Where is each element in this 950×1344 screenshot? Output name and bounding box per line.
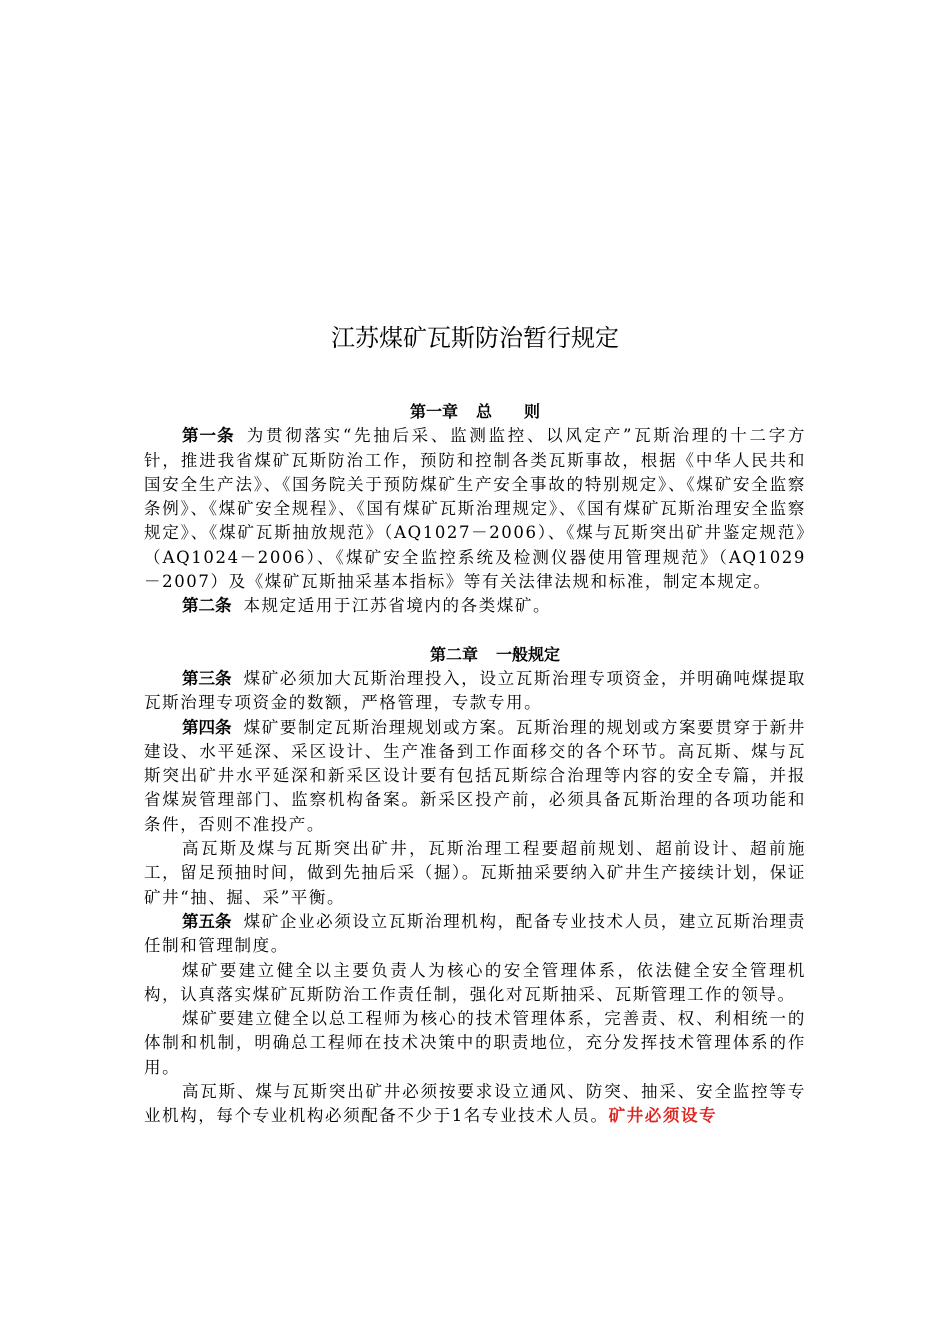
document-body [144, 400, 806, 1129]
article-label: 第四条 [181, 717, 232, 737]
article-5-paragraph-2: 煤矿要建立健全以主要负责人为核心的安全管理体系，依法健全安全管理机构，认真落实煤矿瓦斯防治工作责任制，强化对瓦斯抽采、瓦斯管理工作的领导。 [144, 960, 806, 1004]
article-4 [144, 716, 806, 837]
article-text: 本规定适用于江苏省境内的各类煤矿。 [243, 596, 552, 616]
article-text: 煤矿必须加大瓦斯治理投入，设立瓦斯治理专项资金，并明确吨煤提取瓦斯治理专项资金的数额，严格管理，专款专用。 [144, 668, 806, 713]
article-5 [144, 910, 806, 959]
chapter-number: 第一章 [409, 402, 458, 421]
chapter-number: 第二章 [429, 644, 478, 664]
article-label: 第一条 [181, 426, 235, 446]
highlighted-text: 矿井必须设专 [608, 1106, 718, 1126]
chapter-title: 总 则 [476, 402, 541, 421]
article-text: 为贯彻落实“先抽后采、监测监控、以风定产”瓦斯治理的十二字方针，推进我省煤矿瓦斯防治工作，预防和控制各类瓦斯事故，根据《中华人民共和国安全生产法》、《国务院关于预防煤矿生产安全事故的特别规定》、《煤矿安全监察条例》、《煤矿安全规程》、《国有煤矿瓦斯治理规定》、《国有煤矿瓦斯治理安全监察规定》、《煤矿瓦斯抽放规范》（AQ1027－2006）、《煤与瓦斯突出矿井鉴定规范》（AQ1024－2006）、《煤矿安全监控系统及检测仪器使用管理规范》（AQ1029－2007）及《煤矿瓦斯抽采基本指标》等有关法律法规和标准，制定本规定。 [144, 426, 807, 592]
chapter-heading-2 [144, 643, 806, 667]
article-text: 煤矿企业必须设立瓦斯治理机构，配备专业技术人员，建立瓦斯治理责任制和管理制度。 [144, 911, 806, 956]
article-4-paragraph-2: 高瓦斯及煤与瓦斯突出矿井，瓦斯治理工程要超前规划、超前设计、超前施工，留足预抽时间，做到先抽后采（掘）。瓦斯抽采要纳入矿井生产接续计划，保证矿井“抽、掘、采”平衡。 [144, 839, 806, 907]
article-5-paragraph-4 [144, 1080, 806, 1129]
article-label: 第二条 [181, 596, 232, 616]
article-2 [144, 594, 806, 618]
article-5-paragraph-3: 煤矿要建立健全以总工程师为核心的技术管理体系，完善责、权、利相统一的体制和机制，明确总工程师在技术决策中的职责地位，充分发挥技术管理体系的作用。 [144, 1009, 806, 1077]
document-title: 江苏煤矿瓦斯防治暂行规定 [331, 324, 619, 352]
article-3 [144, 667, 806, 716]
paragraph-text: 高瓦斯、煤与瓦斯突出矿井必须按要求设立通风、防突、抽采、安全监控等专业机构，每个专业机构必须配备不少于1名专业技术人员。 [144, 1082, 806, 1126]
article-label: 第三条 [181, 668, 232, 688]
chapter-title: 一般规定 [496, 644, 561, 664]
article-1 [144, 424, 806, 594]
article-text: 煤矿要制定瓦斯治理规划或方案。瓦斯治理的规划或方案要贯穿于新井建设、水平延深、采区设计、生产准备到工作面移交的各个环节。高瓦斯、煤与瓦斯突出矿井水平延深和新采区设计要有包括瓦斯综合治理等内容的安全专篇，并报省煤炭管理部门、监察机构备案。新采区投产前，必须具备瓦斯治理的各项功能和条件，否则不准投产。 [144, 717, 806, 834]
chapter-heading-1 [144, 400, 806, 424]
article-label: 第五条 [181, 911, 232, 931]
